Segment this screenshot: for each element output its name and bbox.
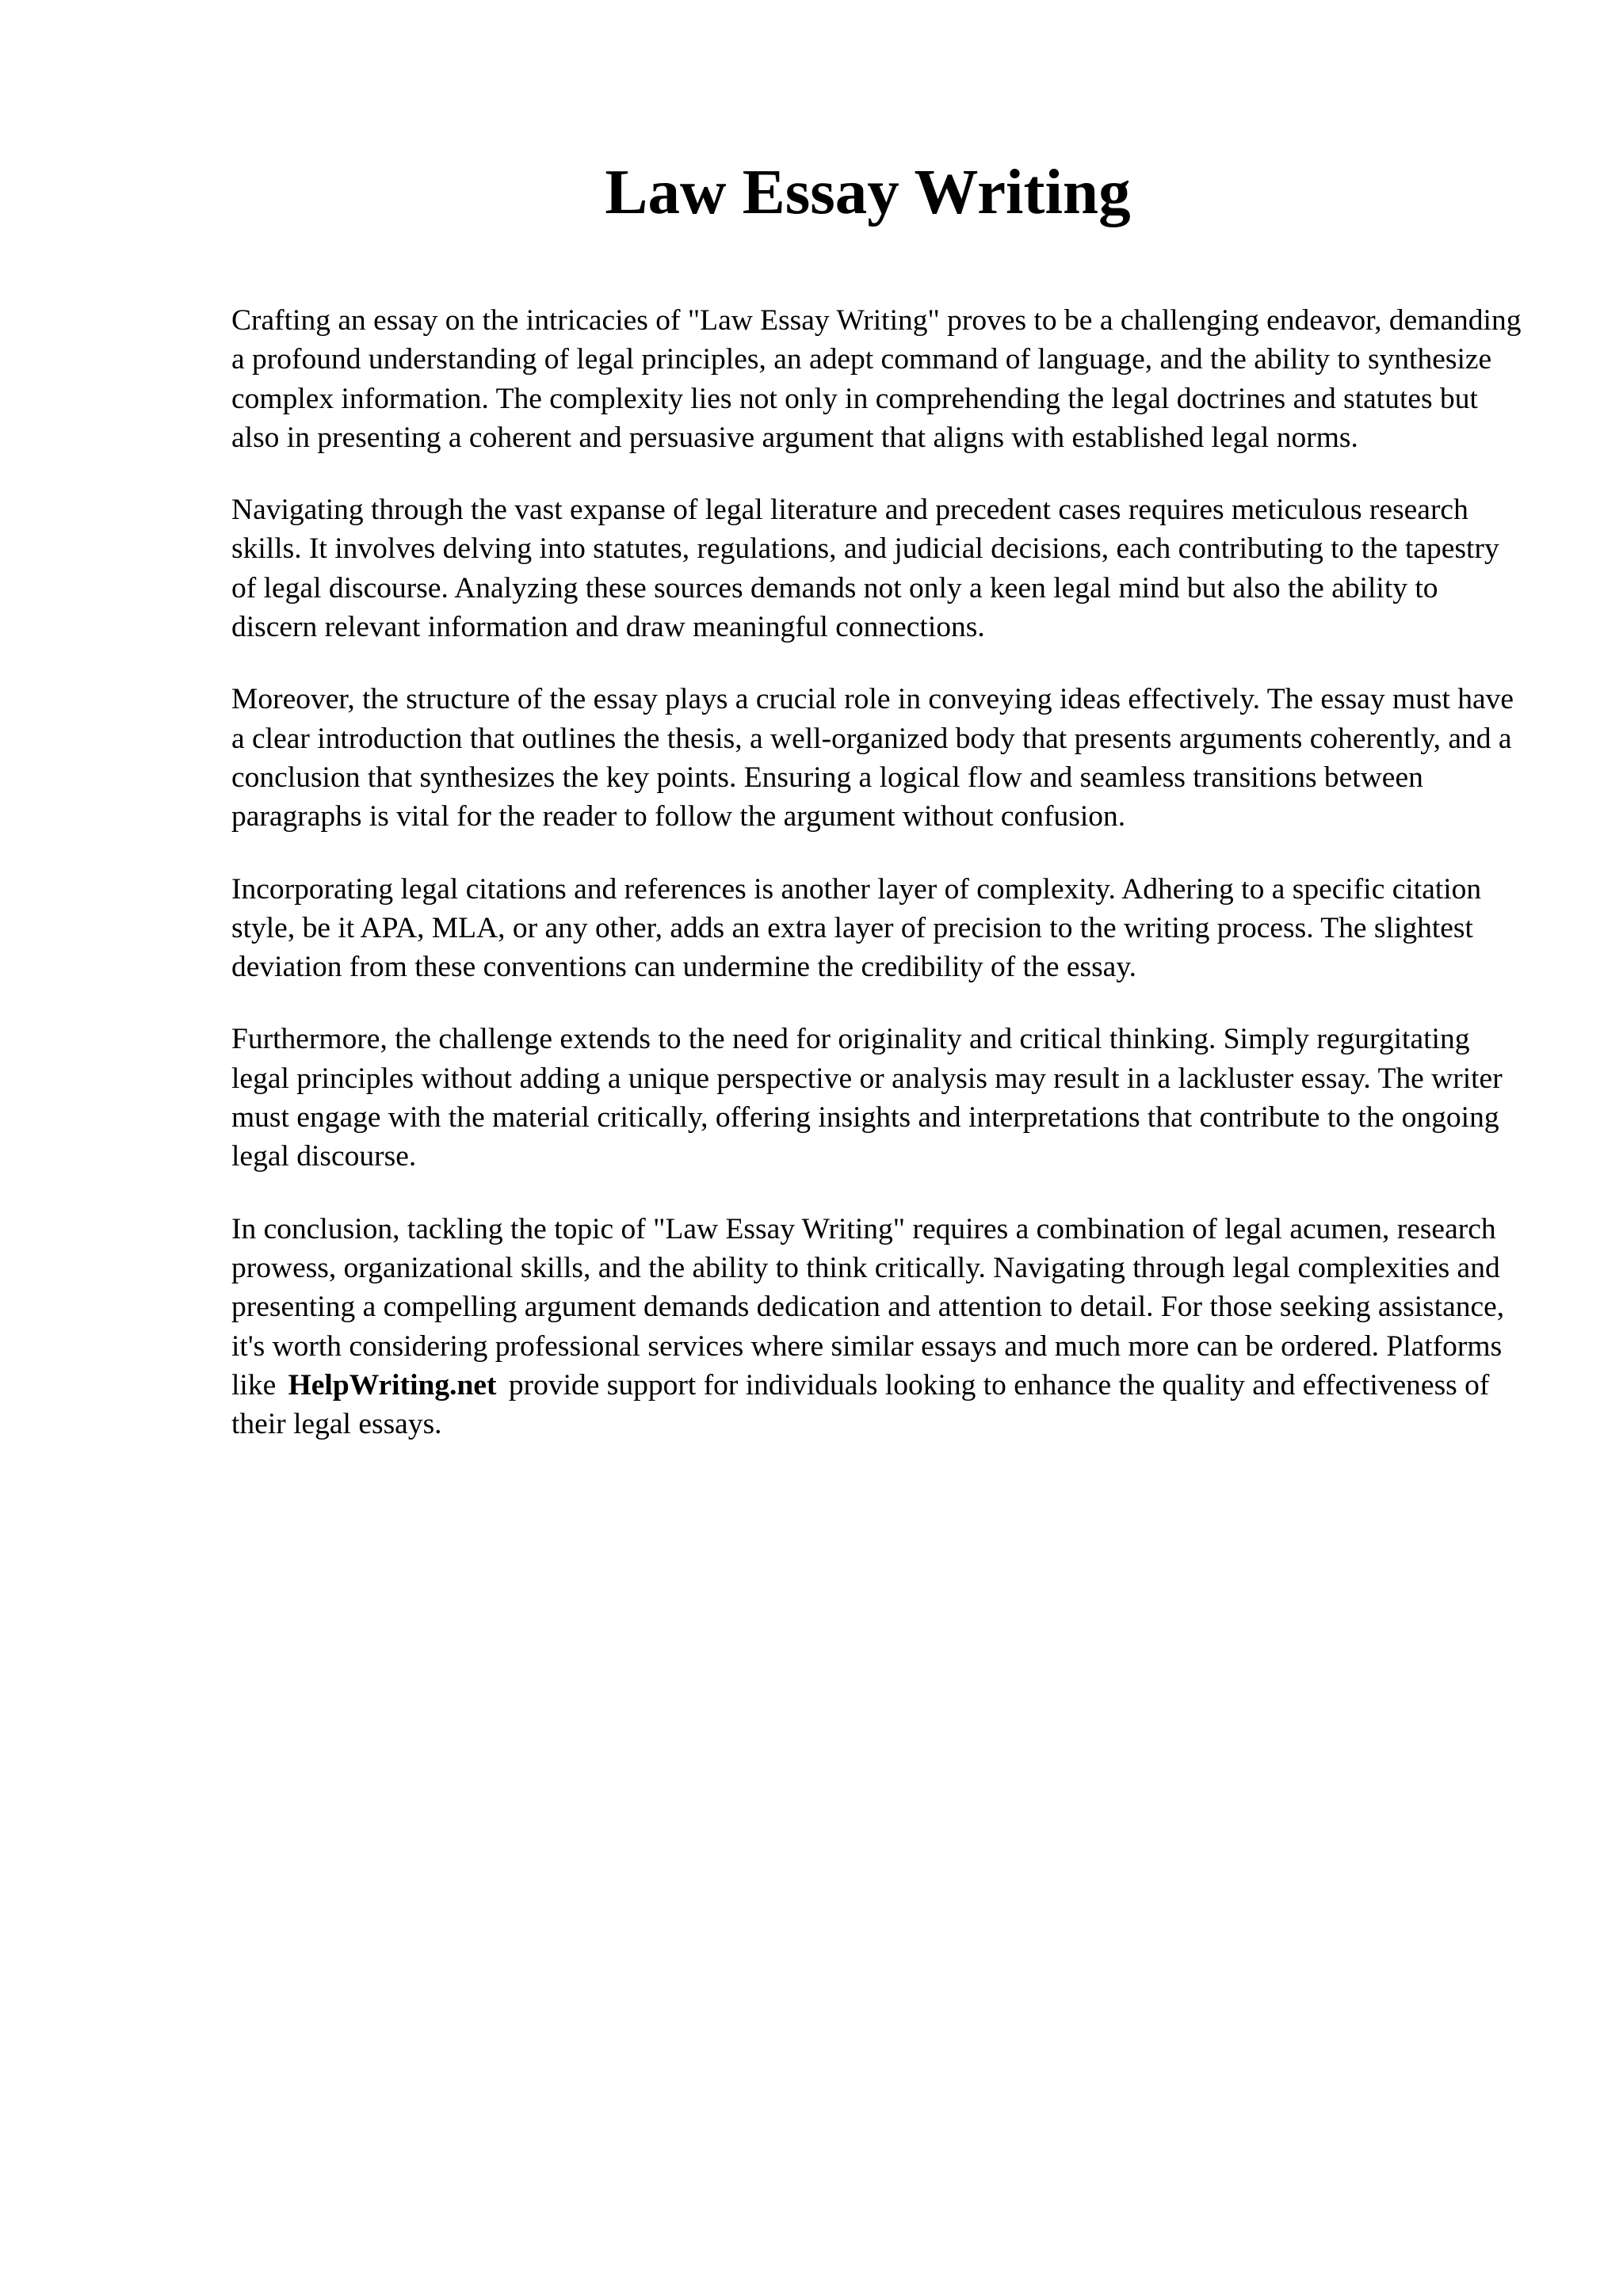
paragraph-3: Moreover, the structure of the essay plays a crucial role in conveying ideas effectively. The essay must have a clear introduction that outlines the thesis, a well-organized body that presents arguments coherently, and a conclusion that synthesizes the key points. Ensuring a logical flow and seamless transitions between paragraphs is vital for the reader to follow the argument without confusion. [231, 683, 1514, 833]
paragraph-2: Navigating through the vast expanse of legal literature and precedent cases requires meticulous research skills. It involves delving into statutes, regulations, and judicial decisions, each contributing to the tapestry of legal discourse. Analyzing these sources demands not only a keen legal mind but also the ability to discern relevant information and draw meaningful connections. [231, 494, 1499, 644]
helpwriting-link[interactable]: HelpWriting.net [288, 1368, 497, 1402]
conclusion-text-start: In conclusion, tackling the topic of "Law Essay Writing" requires a combination of legal acumen, research prowess, organizational skills, and the ability to think critically. Navigating through legal complexities and presenting a compelling argument demands dedication and attention to detail. For those seeking assistance, it's worth considering professional services where similar essays and much more can be ordered. Platforms like [231, 1212, 1505, 1402]
conclusion-text-end: provide support for individuals looking to enhance the quality and effectiveness of their legal essays. [231, 1368, 1490, 1441]
paragraph-1: Crafting an essay on the intricacies of "Law Essay Writing" proves to be a challenging endeavor, demanding a profound understanding of legal principles, an adept command of language, and the ability to synthesize complex information. The complexity lies not only in comprehending the legal doctrines and statutes but also in presenting a coherent and persuasive argument that aligns with established legal norms. [231, 304, 1522, 454]
paragraph-4: Incorporating legal citations and references is another layer of complexity. Adhering to a specific citation style, be it APA, MLA, or any other, adds an extra layer of precision to the writing process. The slightest deviation from these conventions can undermine the credibility of the essay. [231, 872, 1482, 984]
page-title: Law Essay Writing [605, 156, 1131, 227]
document-body [231, 301, 1531, 1477]
paragraph-5: Furthermore, the challenge extends to the need for originality and critical thinking. Simply regurgitating legal principles without adding a unique perspective or analysis may result in a lackluster essay. The writer must engage with the material critically, offering insights and interpretations that contribute to the ongoing legal discourse. [231, 1023, 1503, 1173]
conclusion-paragraph [231, 1210, 1531, 1444]
